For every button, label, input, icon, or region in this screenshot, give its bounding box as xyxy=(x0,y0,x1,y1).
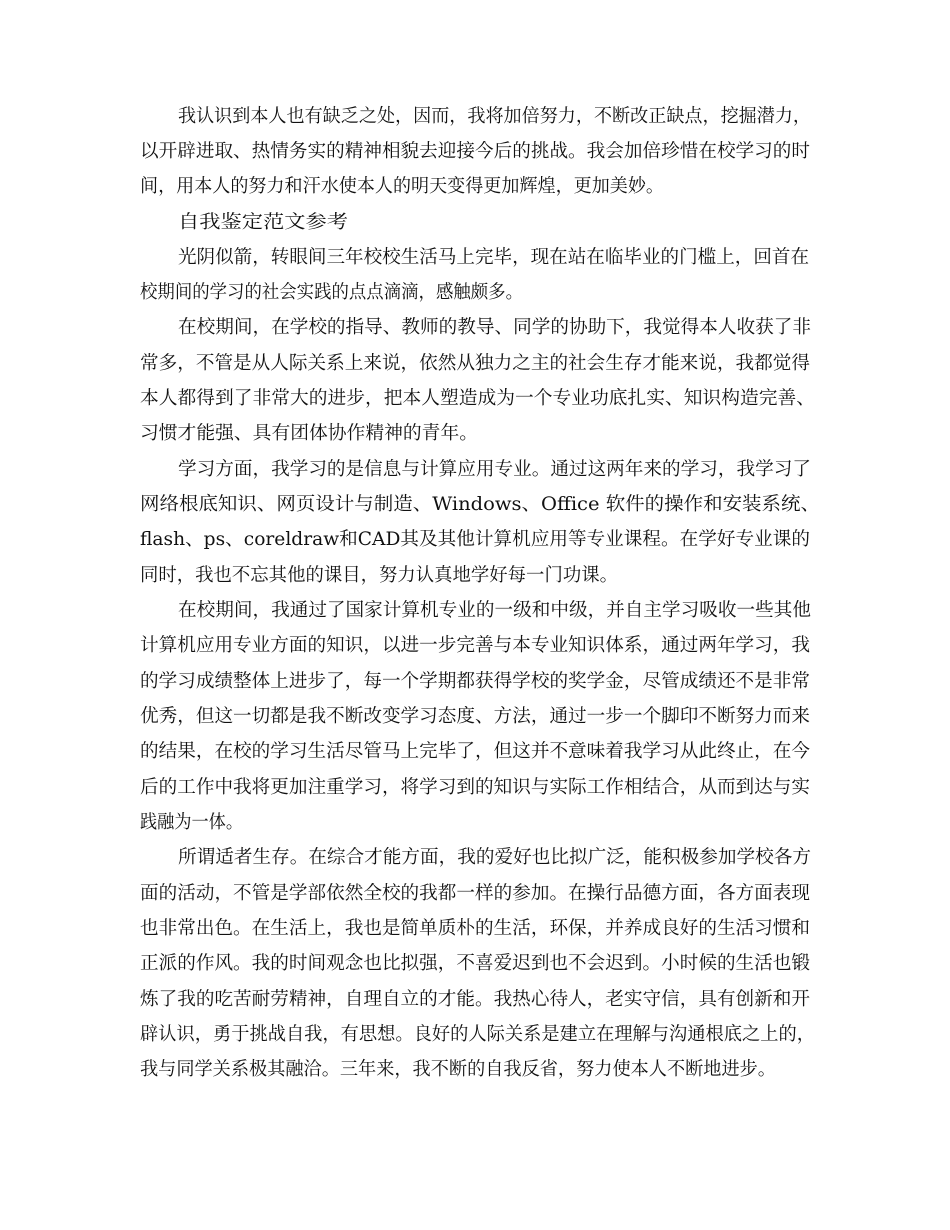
text-line: 也非常出色。在生活上，我也是简单质朴的生活，环保，并养成良好的生活习惯和 xyxy=(140,918,811,939)
text-line: 习惯才能强、具有团体协作精神的青年。 xyxy=(140,423,479,444)
text-line: 本人都得到了非常大的进步，把本人塑造成为一个专业功底扎实、知识构造完善、 xyxy=(140,388,816,409)
text-line: 光阴似箭，转眼间三年校校生活马上完毕，现在站在临毕业的门槛上，回首在 xyxy=(178,247,810,268)
text-line: 的学习成绩整体上进步了，每一个学期都获得学校的奖学金，尽管成绩还不是非常 xyxy=(140,671,811,692)
text-line: 同时，我也不忘其他的课目，努力认真地学好每一门功课。 xyxy=(140,565,618,586)
text-line: 计算机应用专业方面的知识，以进一步完善与本专业知识体系，通过两年学习，我 xyxy=(140,635,811,656)
text-line: 的结果，在校的学习生活尽管马上完毕了，但这并不意味着我学习从此终止，在今 xyxy=(140,741,811,762)
text-line: 辟认识，勇于挑战自我，有思想。良好的人际关系是建立在理解与沟通根底之上的， xyxy=(140,1024,816,1045)
text-line: 以开辟进取、热情务实的精神相貌去迎接今后的挑战。我会加倍珍惜在校学习的时 xyxy=(140,141,811,162)
text-line: 正派的作风。我的时间观念也比拟强，不喜爱迟到也不会迟到。小时候的生活也锻 xyxy=(140,953,811,974)
text-line: 学习方面，我学习的是信息与计算应用专业。通过这两年来的学习，我学习了 xyxy=(178,459,811,480)
text-line: 在校期间，我通过了国家计算机专业的一级和中级，并自主学习吸收一些其他 xyxy=(178,600,811,621)
text-line: 常多，不管是从人际关系上来说，依然从独力之主的社会生存才能来说，我都觉得 xyxy=(140,353,811,374)
text-line: 校期间的学习的社会实践的点点滴滴，感触颇多。 xyxy=(140,282,524,303)
text-line: 后的工作中我将更加注重学习，将学习到的知识与实际工作相结合，从而到达与实 xyxy=(140,777,811,798)
text-line: 我认识到本人也有缺乏之处，因而，我将加倍努力，不断改正缺点，挖掘潜力， xyxy=(178,106,812,127)
text-line: 面的活动，不管是学部依然全校的我都一样的参加。在操行品德方面，各方面表现 xyxy=(140,883,811,904)
text-line: 践融为一体。 xyxy=(140,812,244,833)
text-line: 网络根底知识、网页设计与制造、Windows、Office 软件的操作和安装系统、 xyxy=(140,494,820,515)
text-line: 在校期间，在学校的指导、教师的教导、同学的协助下，我觉得本人收获了非 xyxy=(178,317,811,338)
section-heading: 自我鉴定范文参考 xyxy=(178,212,348,233)
text-line: flash、ps、coreldraw和CAD其及其他计算机应用等专业课程。在学好专业课的 xyxy=(140,529,810,550)
text-line: 我与同学关系极其融洽。三年来，我不断的自我反省，努力使本人不断地进步。 xyxy=(140,1059,776,1080)
text-line: 间，用本人的努力和汗水使本人的明天变得更加辉煌，更加美妙。 xyxy=(140,176,665,197)
text-line: 优秀，但这一切都是我不断改变学习态度、方法，通过一步一个脚印不断努力而来 xyxy=(140,706,811,727)
text-line: 所谓适者生存。在综合才能方面，我的爱好也比拟广泛，能积极参加学校各方 xyxy=(178,847,811,868)
text-line: 炼了我的吃苦耐劳精神，自理自立的才能。我热心待人，老实守信，具有创新和开 xyxy=(140,989,811,1010)
